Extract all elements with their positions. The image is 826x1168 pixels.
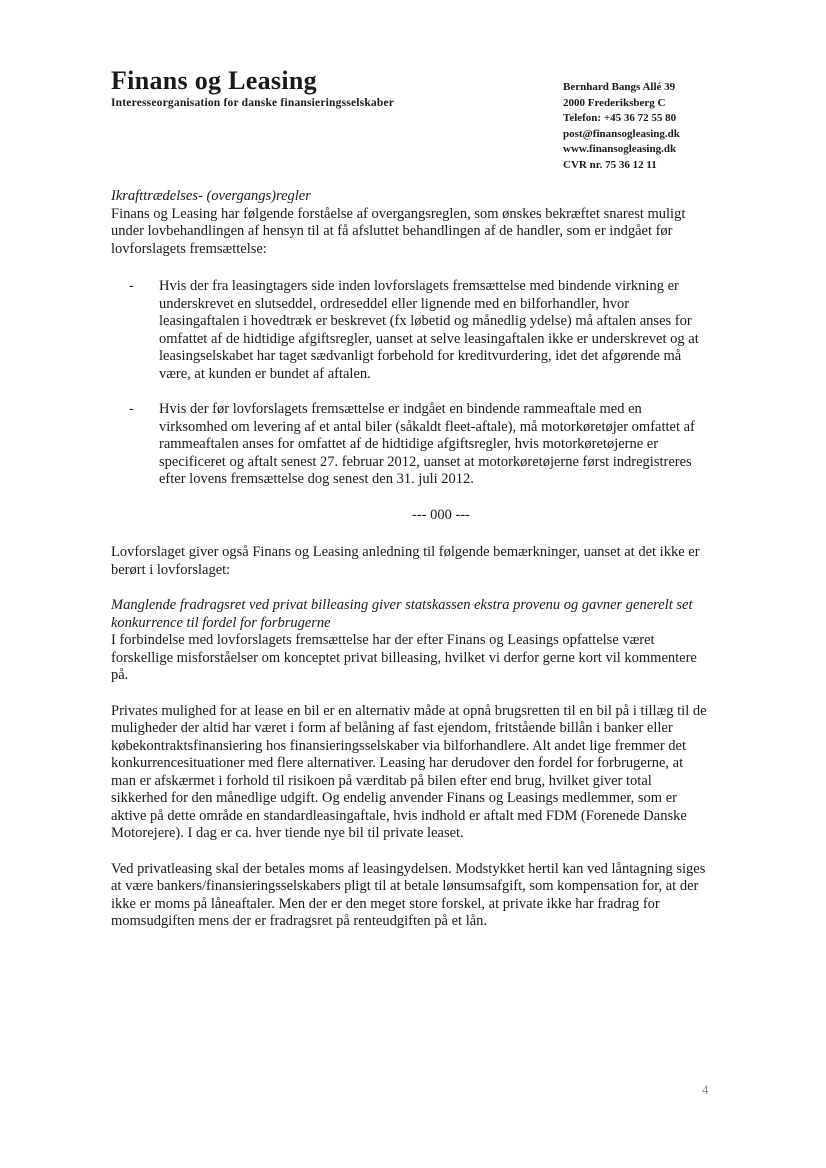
bullet-dash: - bbox=[129, 278, 134, 294]
section1-heading: Ikrafttrædelses- (overgangs)regler bbox=[111, 188, 311, 204]
section2-intro: Lovforslaget giver også Finans og Leasing anledning til følgende bemærkninger, uanset at det ikke er berørt i lovforslaget: bbox=[111, 544, 700, 578]
section1-intro: Finans og Leasing har følgende forståelse af overgangsreglen, som ønskes bekræftet snarest muligt under lovbehandlingen af hensyn til at få afsluttet behandlingen af de handler, som er indgået før lovforslagets fremsættelse: bbox=[111, 205, 686, 257]
bullet-dash: - bbox=[129, 401, 134, 417]
org-subtitle: Interesseorganisation for danske finansieringsselskaber bbox=[111, 97, 395, 109]
list-item bbox=[111, 401, 711, 489]
section-separator: --- 000 --- bbox=[412, 506, 470, 523]
section2-paragraph: I forbindelse med lovforslagets fremsættelse har der efter Finans og Leasings opfattelse været forskellige misforståelser om konceptet privat billeasing, hvilket vi derfor gerne kort vil kommentere på. bbox=[111, 632, 697, 683]
document-body bbox=[111, 188, 711, 931]
bullet-list bbox=[111, 278, 711, 489]
address-cvr: CVR nr. 75 36 12 11 bbox=[563, 158, 657, 171]
bullet-text: Hvis der fra leasingtagers side inden lovforslagets fremsættelse med bindende virkning er underskrevet en slutseddel, ordreseddel eller lignende med en bilforhandler, hvor leasingaftalen i hovedtræk er beskrevet (fx løbetid og månedlig ydelse) må aftalen anses for omfattet af de hidtidige afgiftsregler, uanset at selve leasingaftalen ikke er underskrevet og at leasingselskabet har taget sædvanligt forbehold for kreditvurdering, idet det afgørende må være, at kunden er bundet af aftalen. bbox=[159, 278, 699, 382]
section2-heading: Manglende fradragsret ved privat billeasing giver statskassen ekstra provenu og gavner generelt set konkurrence til fordel for forbrugerne bbox=[111, 597, 693, 631]
address-website: www.finansogleasing.dk bbox=[563, 143, 677, 155]
section2-paragraph: Privates mulighed for at lease en bil er en alternativ måde at opnå brugsretten til en bil på i tillæg til de muligheder der altid har været i form af belåning af fast ejendom, fritstående billån i banker eller købekontraktsfinansiering hos finansieringsselskaber via bilforhandlere. Alt andet lige fremmer det konkurrencesituationer med flere alternativer. Leasing har derudover den fordel for forbrugerne, at man er afskærmet i forhold til risikoen på værditab på bilen efter end brug, hvilket giver total sikkerhed for den månedlige udgift. Og endelig anvender Finans og Leasings medlemmer, som er aktive på dette område en standardleasingaftale, hvis indhold er aftalt med FDM (Forenede Danske Motorejere). I dag er ca. hver tiende nye bil til private leaset. bbox=[111, 702, 707, 841]
address-street: Bernhard Bangs Allé 39 bbox=[563, 81, 676, 93]
address-phone: Telefon: +45 36 72 55 80 bbox=[563, 112, 677, 124]
address-email: post@finansogleasing.dk bbox=[563, 127, 680, 140]
page-number: 4 bbox=[702, 1082, 709, 1097]
org-name: Finans og Leasing bbox=[111, 66, 317, 95]
address-city: 2000 Frederiksberg C bbox=[563, 96, 666, 109]
address-block bbox=[563, 80, 680, 173]
section2-paragraph: Ved privatleasing skal der betales moms af leasingydelsen. Modstykket hertil kan ved låntagning siges at være bankers/finansieringsselskabers pligt til at betale lønsumsafgift, som kompensation for, at der ikke er moms på låneaftaler. Men der er den meget store forskel, at private ikke har fradrag for momsudgiften mens der er fradragsret på renteudgiften på et lån. bbox=[111, 860, 706, 929]
bullet-text: Hvis der før lovforslagets fremsættelse er indgået en bindende rammeaftale med en virksomhed om levering af et antal biler (såkaldt fleet-aftale), må motorkøretøjer omfattet af rammeaftalen anses for omfattet af de hidtidige afgiftsregler, hvis motorkøretøjerne er specificeret og aftalt senest 27. februar 2012, uanset at motorkøretøjerne først indregistreres efter lovens fremsættelse dog senest den 31. juli 2012. bbox=[159, 401, 695, 487]
list-item bbox=[111, 278, 711, 383]
